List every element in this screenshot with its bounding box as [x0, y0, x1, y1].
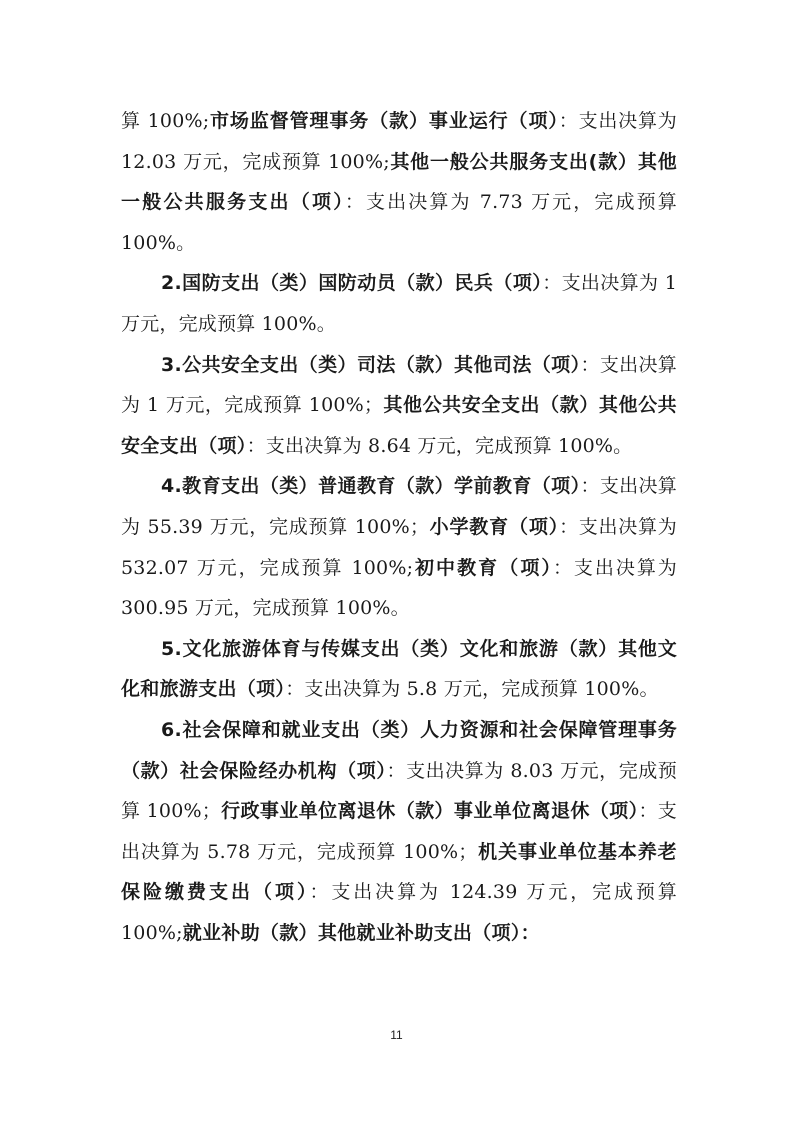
paragraph-text: ：支出决算为 5.78 万元，完成预算 100%； [121, 800, 677, 863]
paragraph-heading: 初中教育（项） [413, 556, 553, 579]
paragraph-text: ：支出决算为 5.8 万元，完成预算 100%。 [285, 678, 659, 701]
paragraph-heading: 2.国防支出（类）国防动员（款）民兵（项） [161, 272, 543, 295]
paragraph-heading: 市场监督管理事务（款）事业运行（项） [209, 110, 559, 132]
paragraph-text: ：支出决算为 1 万元，完成预算 100%； [121, 353, 677, 417]
document-body [121, 101, 677, 953]
paragraph-public-security [121, 345, 677, 467]
paragraph-heading: 机关事业单位基本养老保险缴费支出（项） [121, 840, 677, 904]
paragraph-text: ：支出决算为 1 万元，完成预算 100%。 [121, 272, 677, 335]
paragraph-general-public-services-continued [121, 101, 677, 263]
paragraph-text: 算 100%; [121, 110, 210, 132]
paragraph-text: ：支出决算为 532.07 万元，完成预算 100%; [121, 515, 678, 579]
paragraph-heading: 3.公共安全支出（类）司法（款）其他司法（项） [161, 353, 581, 376]
paragraph-text: ：支出决算为 300.95 万元，完成预算 100%。 [121, 556, 677, 620]
paragraph-text: ：支出决算为 12.03 万元，完成预算 100%; [121, 110, 677, 173]
paragraph-heading: 小学教育（项） [429, 515, 560, 538]
paragraph-heading: 其他一般公共服务支出(款）其他一般公共服务支出（项） [121, 150, 678, 214]
paragraph-heading: 行政事业单位离退休（款）事业单位离退休（项） [220, 800, 639, 823]
paragraph-social-security [121, 710, 677, 954]
paragraph-text: ：支出决算为 8.03 万元，完成预算 100%； [121, 759, 677, 823]
paragraph-heading: 5.文化旅游体育与传媒支出（类）文化和旅游（款）其他文化和旅游支出（项） [121, 637, 677, 701]
paragraph-text: ：支出决算为 8.64 万元，完成预算 100%。 [246, 434, 633, 457]
paragraph-text: ：支出决算为 124.39 万元，完成预算 100%; [121, 881, 678, 944]
paragraph-heading: 6.社会保障和就业支出（类）人力资源和社会保障管理事务（款）社会保险经办机构（项） [121, 718, 677, 782]
paragraph-heading: 就业补助（款）其他就业补助支出（项）： [182, 921, 540, 944]
paragraph-text: ：支出决算为 7.73 万元，完成预算 100%。 [121, 191, 677, 254]
paragraph-national-defense [121, 263, 677, 344]
page-number: 11 [390, 1028, 403, 1042]
paragraph-education [121, 466, 677, 628]
paragraph-heading: 其他公共安全支出（款）其他公共安全支出（项） [121, 394, 677, 457]
paragraph-culture-tourism [121, 629, 677, 710]
paragraph-heading: 4.教育支出（类）普通教育（款）学前教育（项） [161, 475, 581, 498]
paragraph-text: ：支出决算为 55.39 万元，完成预算 100%； [121, 475, 677, 538]
